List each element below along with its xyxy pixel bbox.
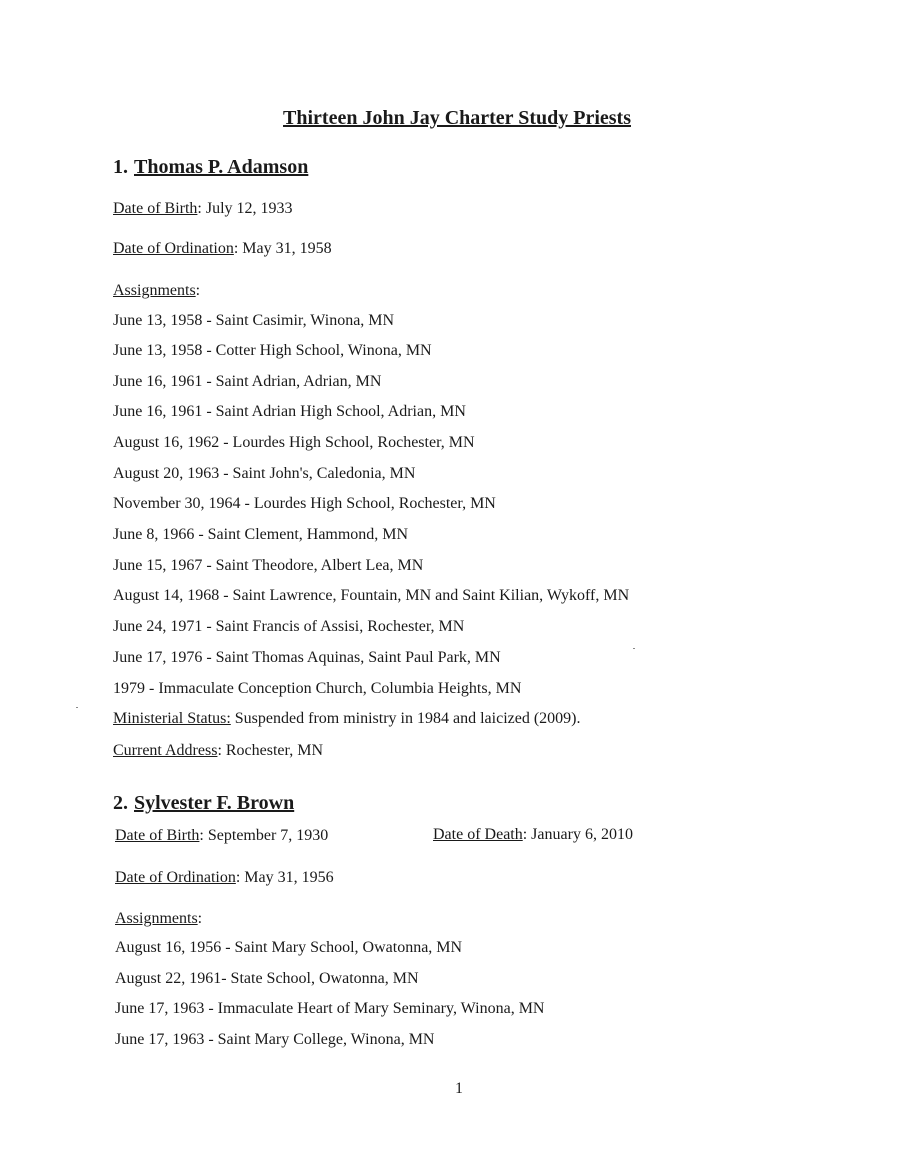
- assignments-colon: :: [195, 282, 201, 299]
- assignments-colon: :: [197, 910, 203, 927]
- status-label: Ministerial Status:: [113, 710, 231, 727]
- page-number: 1: [455, 1080, 463, 1097]
- assignment-item: June 16, 1961 - Saint Adrian High School, Adrian, MN: [113, 403, 466, 420]
- assignments-heading: [115, 910, 202, 928]
- page-title: Thirteen John Jay Charter Study Priests: [283, 107, 631, 129]
- ordination-label: Date of Ordination: [113, 240, 234, 257]
- priest-heading-1: [113, 156, 308, 179]
- date-of-ordination: [113, 240, 332, 258]
- priest-name: Thomas P. Adamson: [134, 156, 309, 178]
- dob-label: Date of Birth: [115, 827, 200, 844]
- assignments-heading: [113, 282, 200, 300]
- dob-value: : September 7, 1930: [199, 827, 329, 844]
- priest-heading-2: [113, 792, 294, 815]
- assignment-item: June 17, 1963 - Saint Mary College, Winona, MN: [115, 1031, 435, 1048]
- dob-value: : July 12, 1933: [197, 200, 293, 217]
- ordination-value: : May 31, 1958: [233, 240, 332, 257]
- address-label: Current Address: [113, 742, 218, 759]
- ordination-value: : May 31, 1956: [235, 869, 334, 886]
- date-of-birth: [115, 827, 328, 845]
- assignment-item: June 13, 1958 - Saint Casimir, Winona, MN: [113, 312, 395, 329]
- ordination-label: Date of Ordination: [115, 869, 236, 886]
- date-of-ordination: [115, 869, 334, 887]
- assignment-item: August 20, 1963 - Saint John's, Caledonia, MN: [113, 465, 416, 482]
- assignment-item: June 17, 1976 - Saint Thomas Aquinas, Saint Paul Park, MN: [113, 649, 501, 666]
- dob-label: Date of Birth: [113, 200, 198, 217]
- assignments-label: Assignments: [115, 910, 198, 927]
- status-value: Suspended from ministry in 1984 and laicized (2009).: [230, 710, 581, 727]
- priest-number: 2.: [113, 792, 128, 814]
- assignment-item: June 17, 1963 - Immaculate Heart of Mary Seminary, Winona, MN: [115, 1000, 545, 1017]
- assignment-item: June 24, 1971 - Saint Francis of Assisi, Rochester, MN: [113, 618, 465, 635]
- ministerial-status: [113, 710, 581, 728]
- scan-speck: [76, 707, 78, 708]
- assignment-item: 1979 - Immaculate Conception Church, Columbia Heights, MN: [113, 680, 522, 697]
- scan-speck: [633, 648, 635, 649]
- date-of-death: [433, 826, 633, 844]
- assignments-label: Assignments: [113, 282, 196, 299]
- current-address: [113, 742, 323, 760]
- assignment-item: June 8, 1966 - Saint Clement, Hammond, MN: [113, 526, 409, 543]
- priest-number: 1.: [113, 156, 128, 178]
- assignment-item: November 30, 1964 - Lourdes High School, Rochester, MN: [113, 495, 496, 512]
- assignment-item: June 15, 1967 - Saint Theodore, Albert Lea, MN: [113, 557, 424, 574]
- priest-name: Sylvester F. Brown: [134, 792, 295, 814]
- assignment-item: August 14, 1968 - Saint Lawrence, Fountain, MN and Saint Kilian, Wykoff, MN: [113, 587, 630, 604]
- assignment-item: June 16, 1961 - Saint Adrian, Adrian, MN: [113, 373, 382, 390]
- address-value: : Rochester, MN: [217, 742, 323, 759]
- assignment-item: August 16, 1956 - Saint Mary School, Owatonna, MN: [115, 939, 463, 956]
- assignment-item: June 13, 1958 - Cotter High School, Winona, MN: [113, 342, 432, 359]
- assignment-item: August 16, 1962 - Lourdes High School, Rochester, MN: [113, 434, 475, 451]
- assignment-item: August 22, 1961- State School, Owatonna, MN: [115, 970, 419, 987]
- dod-label: Date of Death: [433, 826, 523, 843]
- dod-value: : January 6, 2010: [522, 826, 633, 843]
- date-of-birth: [113, 200, 293, 218]
